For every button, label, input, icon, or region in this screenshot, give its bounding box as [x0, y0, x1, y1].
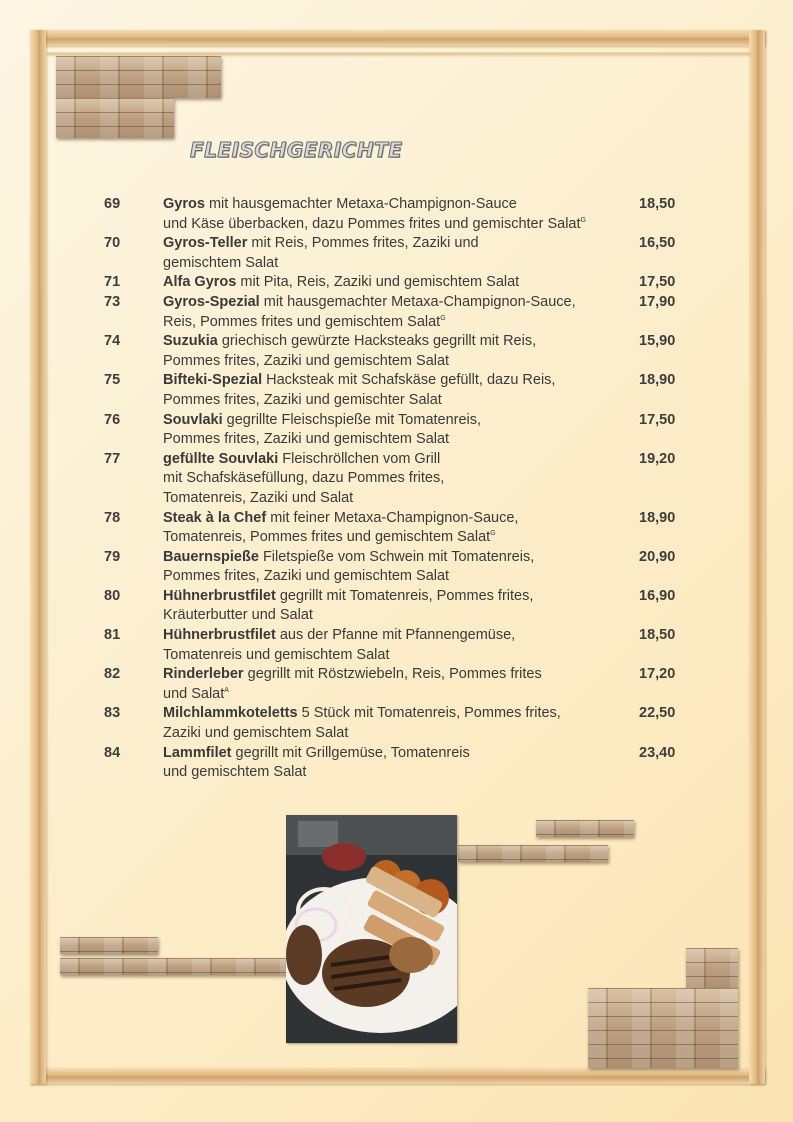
description-line [163, 626, 639, 646]
description-line [163, 489, 639, 509]
description-line [163, 567, 639, 587]
item-description-text: und Käse überbacken, dazu Pommes frites und gemischter Salat [163, 215, 581, 232]
item-description [163, 234, 639, 273]
dish-photo [286, 815, 457, 1043]
item-description [163, 704, 639, 743]
menu-item [104, 332, 694, 371]
item-description [163, 587, 639, 626]
item-number: 77 [104, 450, 121, 467]
item-name: Alfa Gyros [163, 274, 237, 291]
item-number: 84 [104, 744, 121, 761]
item-price: 17,20 [639, 666, 676, 683]
item-description [163, 744, 639, 783]
menu-item [104, 548, 694, 587]
item-price: 22,50 [639, 705, 676, 722]
stone-brick-right-1 [536, 820, 634, 837]
description-line [163, 724, 639, 744]
description-line [163, 352, 639, 372]
item-description-text: aus der Pfanne mit Pfannengemüse, [279, 627, 516, 644]
item-description-text: Zaziki und gemischtem Salat [163, 725, 349, 742]
menu-item [104, 587, 694, 626]
menu-item [104, 744, 694, 783]
item-description-text: mit Reis, Pommes frites, Zaziki und [251, 235, 479, 252]
item-description [163, 273, 639, 293]
item-price: 16,50 [639, 235, 676, 252]
item-description-text: mit Schafskäsefüllung, dazu Pommes frites, [163, 470, 445, 487]
stone-brick-right-2 [458, 845, 608, 862]
description-line [163, 215, 639, 235]
menu-item [104, 293, 694, 332]
section-title: FLEISCHGERICHTE [190, 138, 403, 162]
item-number: 81 [104, 627, 121, 644]
description-line [163, 665, 639, 685]
description-line [163, 704, 639, 724]
item-number: 73 [104, 293, 121, 310]
item-price: 17,50 [639, 411, 676, 428]
stone-wall-bottom-right-lower [588, 988, 738, 1068]
description-line [163, 273, 639, 293]
item-name: Hühnerbrustfilet [163, 627, 276, 644]
description-line [163, 587, 639, 607]
item-description-text: Tomatenreis, Pommes frites und gemischtem Salat [163, 529, 491, 546]
item-number: 70 [104, 235, 121, 252]
description-line [163, 293, 639, 313]
frame-bottom [30, 1068, 765, 1084]
item-description-text: Pommes frites, Zaziki und gemischter Salat [163, 391, 442, 408]
menu-item [104, 195, 694, 234]
stone-wall-top-left-lower [56, 98, 174, 138]
item-description-text: Reis, Pommes frites und gemischtem Salat [163, 313, 441, 330]
frame-top [30, 30, 765, 46]
item-price: 23,40 [639, 744, 676, 761]
item-description-text: gegrillt mit Tomatenreis, Pommes frites, [279, 587, 534, 604]
description-line [163, 450, 639, 470]
item-price: 18,50 [639, 627, 676, 644]
item-description-text: gemischtem Salat [163, 254, 279, 271]
item-description [163, 509, 639, 548]
description-line [163, 744, 639, 764]
item-description-text: Tomatenreis und gemischtem Salat [163, 646, 390, 663]
description-line [163, 685, 639, 705]
item-description-text: gegrillt mit Grillgemüse, Tomatenreis [235, 744, 470, 761]
item-name: Souvlaki [163, 411, 223, 428]
item-description-text: Pommes frites, Zaziki und gemischtem Salat [163, 568, 450, 585]
allergen-mark: A [224, 687, 229, 695]
item-description [163, 293, 639, 332]
allergen-mark: G [580, 216, 586, 224]
description-line [163, 254, 639, 274]
item-description [163, 665, 639, 704]
item-price: 15,90 [639, 333, 676, 350]
description-line [163, 332, 639, 352]
item-description [163, 371, 639, 410]
item-description-text: griechisch gewürzte Hacksteaks gegrillt mit Reis, [221, 333, 537, 350]
frame-right [749, 30, 765, 1084]
item-description-text: mit hausgemachter Metaxa-Champignon-Sauce, [263, 293, 576, 310]
allergen-mark: G [490, 530, 496, 538]
description-line [163, 371, 639, 391]
item-name: gefüllte Souvlaki [163, 450, 279, 467]
menu-item [104, 450, 694, 509]
item-price: 19,20 [639, 450, 676, 467]
item-number: 80 [104, 587, 121, 604]
description-line [163, 509, 639, 529]
item-name: Lammfilet [163, 744, 232, 761]
item-description [163, 548, 639, 587]
menu-item [104, 704, 694, 743]
item-number: 71 [104, 274, 121, 291]
item-description-text: Pommes frites, Zaziki und gemischtem Salat [163, 431, 450, 448]
stone-brick-left-2 [60, 958, 290, 975]
description-line [163, 391, 639, 411]
item-description-text: und gemischtem Salat [163, 764, 307, 781]
menu-item [104, 509, 694, 548]
menu-item [104, 371, 694, 410]
item-description-text: mit Pita, Reis, Zaziki und gemischtem Salat [240, 274, 520, 291]
description-line [163, 430, 639, 450]
menu-item [104, 273, 694, 293]
stone-wall-top-left [56, 56, 221, 98]
menu-item [104, 234, 694, 273]
item-description [163, 450, 639, 509]
item-description [163, 332, 639, 371]
item-description-text: Hacksteak mit Schafskäse gefüllt, dazu Reis, [266, 372, 556, 389]
item-description-text: und Salat [163, 685, 225, 702]
item-description-text: Fleischröllchen vom Grill [282, 450, 441, 467]
frame-inner-top [46, 52, 749, 55]
item-name: Bauernspieße [163, 548, 259, 565]
item-name: Bifteki-Spezial [163, 372, 263, 389]
item-name: Hühnerbrustfilet [163, 587, 276, 604]
description-line [163, 548, 639, 568]
item-description-text: gegrillte Fleischspieße mit Tomatenreis, [226, 411, 482, 428]
item-description-text: Pommes frites, Zaziki und gemischtem Salat [163, 352, 450, 369]
stone-wall-bottom-right [686, 948, 738, 988]
description-line [163, 528, 639, 548]
item-price: 16,90 [639, 587, 676, 604]
description-line [163, 646, 639, 666]
item-name: Gyros-Spezial [163, 293, 260, 310]
item-name: Suzukia [163, 333, 218, 350]
description-line [163, 469, 639, 489]
item-description [163, 626, 639, 665]
menu-item [104, 626, 694, 665]
menu-item [104, 665, 694, 704]
description-line [163, 606, 639, 626]
item-price: 18,50 [639, 196, 676, 212]
item-description-text: Kräuterbutter und Salat [163, 607, 313, 624]
item-number: 79 [104, 548, 121, 565]
item-description-text: mit feiner Metaxa-Champignon-Sauce, [270, 509, 519, 526]
frame-left [30, 30, 46, 1084]
item-description-text: 5 Stück mit Tomatenreis, Pommes frites, [301, 705, 561, 722]
item-number: 75 [104, 372, 121, 389]
description-line [163, 234, 639, 254]
item-name: Milchlammkoteletts [163, 705, 298, 722]
item-number: 82 [104, 666, 121, 683]
item-number: 76 [104, 411, 121, 428]
menu-list [104, 195, 694, 783]
allergen-mark: G [440, 314, 446, 322]
stone-brick-left-1 [60, 937, 158, 954]
description-line [163, 763, 639, 783]
item-name: Gyros-Teller [163, 235, 248, 252]
item-price: 18,90 [639, 372, 676, 389]
item-description-text: Tomatenreis, Zaziki und Salat [163, 489, 354, 506]
item-description-text: gegrillt mit Röstzwiebeln, Reis, Pommes frites [247, 666, 542, 683]
item-number: 74 [104, 333, 121, 350]
item-description [163, 411, 639, 450]
item-name: Rinderleber [163, 666, 244, 683]
description-line [163, 313, 639, 333]
item-description-text: mit hausgemachter Metaxa-Champignon-Sauce [208, 196, 517, 212]
description-line [163, 195, 639, 215]
menu-item [104, 411, 694, 450]
item-number: 83 [104, 705, 121, 722]
item-price: 17,50 [639, 274, 676, 291]
item-price: 17,90 [639, 293, 676, 310]
item-number: 69 [104, 196, 121, 212]
item-name: Steak à la Chef [163, 509, 267, 526]
description-line [163, 411, 639, 431]
item-description [163, 195, 639, 234]
item-description-text: Filetspieße vom Schwein mit Tomatenreis, [262, 548, 535, 565]
item-price: 20,90 [639, 548, 676, 565]
item-name: Gyros [163, 196, 205, 212]
item-price: 18,90 [639, 509, 676, 526]
item-number: 78 [104, 509, 121, 526]
